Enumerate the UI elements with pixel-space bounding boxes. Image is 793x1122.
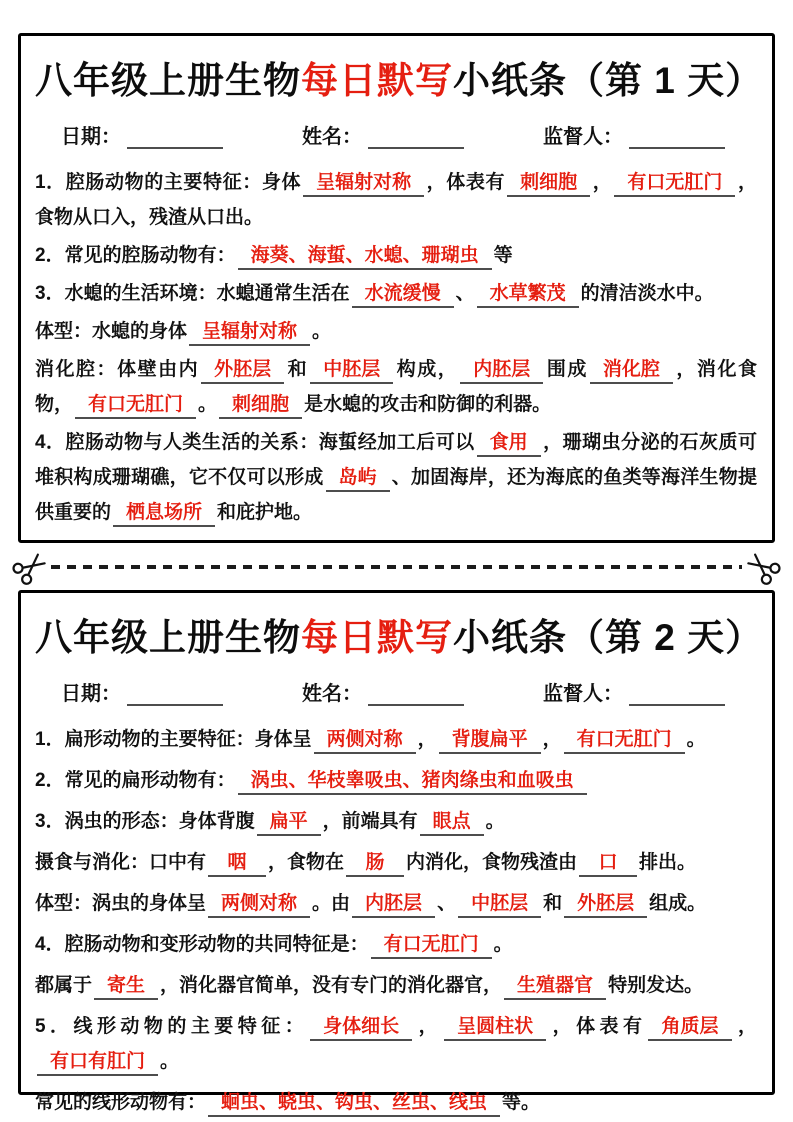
answer-blank — [37, 1049, 158, 1076]
worksheet-title — [35, 607, 764, 661]
question-text: ， — [417, 729, 437, 750]
meta-label: 监督人： — [543, 126, 623, 148]
question-text: ， — [592, 172, 613, 193]
answer-blank — [458, 891, 541, 918]
answer-text: 眼点 — [432, 811, 471, 832]
answer-blank — [444, 1014, 546, 1041]
question-text: 。 — [198, 394, 218, 415]
question-text: ，消化食物， — [35, 359, 757, 415]
answer-text: 岛屿 — [338, 467, 377, 488]
question-text: 和 — [543, 893, 563, 914]
question-text: 等 — [493, 245, 513, 266]
answer-blank — [648, 1014, 731, 1041]
question-text: 。 — [493, 934, 513, 955]
answer-blank — [564, 891, 647, 918]
answer-blank — [579, 850, 637, 877]
answer-blank — [326, 465, 390, 492]
question-text: 、 — [455, 283, 475, 304]
question-text: ，食物从口入，残渣从口出。 — [35, 172, 757, 228]
answer-blank — [208, 850, 266, 877]
question-text: ， — [414, 1016, 443, 1037]
meta-blank-line — [127, 681, 223, 706]
question-text: 、加固海岸，还为海底的鱼类等海洋生物提供重要的 — [35, 467, 757, 523]
answer-blank — [477, 430, 541, 457]
question-paragraph — [35, 425, 757, 530]
question-text: 体型：水螅的身体 — [35, 321, 188, 342]
answer-text: 水流缓慢 — [364, 283, 441, 304]
answer-blank — [420, 809, 484, 836]
answer-blank — [238, 243, 492, 270]
question-text: 构成， — [395, 359, 459, 380]
answer-text: 有口有肛门 — [50, 1051, 146, 1072]
question-paragraph — [35, 722, 757, 757]
answer-blank — [257, 809, 321, 836]
question-text: ，消化器官简单，没有专门的消化器官， — [160, 975, 503, 996]
scissors-right-icon — [738, 543, 786, 590]
question-text: 1．腔肠动物的主要特征：身体 — [35, 172, 302, 193]
title-highlight: 每日默写 — [301, 60, 453, 101]
meta-blank-line — [127, 124, 223, 149]
answer-text: 刺细胞 — [232, 394, 290, 415]
question-paragraph — [35, 1085, 757, 1120]
question-text: 的清洁淡水中。 — [580, 283, 714, 304]
answer-blank — [371, 932, 492, 959]
question-paragraph — [35, 763, 757, 798]
answer-text: 有口无肛门 — [383, 934, 479, 955]
meta-field — [302, 120, 464, 149]
worksheet-day-2 — [18, 590, 775, 1113]
question-paragraph — [35, 845, 757, 880]
title-text: 八年级上册生物 — [35, 60, 301, 101]
answer-blank — [477, 281, 579, 308]
title-text: 小纸条（第 1 天） — [453, 60, 764, 101]
answer-text: 有口无肛门 — [88, 394, 184, 415]
question-paragraph — [35, 352, 757, 422]
answer-blank — [352, 281, 454, 308]
cut-line — [13, 543, 780, 590]
answer-blank — [614, 170, 735, 197]
meta-label: 姓名： — [302, 683, 362, 705]
answer-blank — [219, 392, 302, 419]
question-text: 4．腔肠动物与人类生活的关系：海蜇经加工后可以 — [35, 432, 475, 453]
answer-blank — [310, 1014, 412, 1041]
scissors-left-icon — [7, 543, 55, 590]
worksheet-day-1 — [18, 33, 775, 543]
question-text: 排出。 — [639, 852, 697, 873]
meta-label: 日期： — [61, 683, 121, 705]
meta-label: 姓名： — [302, 126, 362, 148]
question-text: ，前端具有 — [322, 811, 418, 832]
question-text: 、 — [437, 893, 457, 914]
answer-text: 呈辐射对称 — [202, 321, 298, 342]
answer-blank — [564, 727, 685, 754]
meta-field — [61, 120, 223, 149]
answer-text: 呈圆柱状 — [457, 1016, 534, 1037]
meta-row — [61, 120, 753, 149]
question-text: 组成。 — [649, 893, 707, 914]
question-text: 。 — [485, 811, 505, 832]
title-text: 八年级上册生物 — [35, 617, 301, 658]
question-paragraph — [35, 886, 757, 921]
answer-text: 外胚层 — [214, 359, 272, 380]
meta-field — [543, 120, 725, 149]
question-text: ， — [733, 1016, 757, 1037]
question-text: 摄食与消化：口中有 — [35, 852, 207, 873]
question-text: 。由 — [312, 893, 351, 914]
question-text: 是水螅的攻击和防御的利器。 — [304, 394, 552, 415]
answer-blank — [201, 357, 284, 384]
question-paragraph — [35, 1009, 757, 1079]
answer-text: 刺细胞 — [520, 172, 578, 193]
answer-blank — [75, 392, 196, 419]
question-paragraph — [35, 276, 757, 311]
question-text: 等。 — [502, 1092, 541, 1113]
question-text: 消化腔：体壁由内 — [35, 359, 200, 380]
title-text: 小纸条（第 2 天） — [453, 617, 764, 658]
question-text: ，体表有 — [426, 172, 506, 193]
answer-text: 有口无肛门 — [576, 729, 672, 750]
answer-text: 内胚层 — [365, 893, 423, 914]
question-text: ， — [542, 729, 562, 750]
answer-blank — [314, 727, 416, 754]
meta-label: 日期： — [61, 126, 121, 148]
answer-blank — [208, 891, 310, 918]
questions — [35, 165, 757, 530]
answer-text: 中胚层 — [471, 893, 529, 914]
answer-text: 呈辐射对称 — [316, 172, 412, 193]
question-paragraph — [35, 804, 757, 839]
answer-blank — [352, 891, 435, 918]
meta-field — [302, 677, 464, 706]
answer-blank — [238, 768, 587, 795]
answer-text: 咽 — [227, 852, 247, 873]
question-paragraph — [35, 968, 757, 1003]
meta-blank-line — [368, 124, 464, 149]
answer-text: 消化腔 — [602, 359, 660, 380]
answer-text: 栖息场所 — [126, 502, 203, 523]
answer-blank — [439, 727, 541, 754]
question-text: 。 — [686, 729, 706, 750]
answer-text: 寄生 — [107, 975, 146, 996]
answer-text: 口 — [598, 852, 618, 873]
answer-blank — [504, 973, 606, 1000]
answer-text: 食用 — [489, 432, 528, 453]
question-text: 2．常见的扁形动物有： — [35, 770, 236, 791]
answer-text: 扁平 — [269, 811, 308, 832]
answer-text: 蛔虫、蛲虫、钩虫、丝虫、线虫 — [221, 1092, 488, 1113]
question-text: 和庇护地。 — [217, 502, 313, 523]
question-paragraph — [35, 927, 757, 962]
meta-blank-line — [629, 124, 725, 149]
question-paragraph — [35, 238, 757, 273]
questions — [35, 722, 757, 1120]
question-text: 1．扁形动物的主要特征：身体呈 — [35, 729, 312, 750]
question-text: ，食物在 — [268, 852, 345, 873]
answer-text: 外胚层 — [577, 893, 635, 914]
answer-text: 水草繁茂 — [489, 283, 566, 304]
question-text: 围成 — [545, 359, 588, 380]
question-text: 。 — [312, 321, 332, 342]
answer-blank — [590, 357, 673, 384]
answer-text: 涡虫、华枝睾吸虫、猪肉绦虫和血吸虫 — [250, 770, 574, 791]
question-text: 2．常见的腔肠动物有： — [35, 245, 236, 266]
question-text: ，珊瑚虫分泌的石灰质可堆积构成珊瑚礁，它不仅可以形成 — [35, 432, 757, 488]
meta-field — [61, 677, 223, 706]
answer-text: 生殖器官 — [517, 975, 594, 996]
question-text: 3．水螅的生活环境：水螅通常生活在 — [35, 283, 350, 304]
question-text: 内消化，食物残渣由 — [406, 852, 578, 873]
question-text: 体型：涡虫的身体呈 — [35, 893, 207, 914]
answer-blank — [189, 319, 310, 346]
question-text: 5．线形动物的主要特征： — [35, 1016, 309, 1037]
answer-blank — [208, 1090, 500, 1117]
answer-text: 内胚层 — [473, 359, 531, 380]
worksheet-title — [35, 50, 764, 104]
question-text: 。 — [160, 1051, 180, 1072]
answer-text: 有口无肛门 — [627, 172, 723, 193]
answer-text: 海葵、海蜇、水螅、珊瑚虫 — [250, 245, 479, 266]
meta-field — [543, 677, 725, 706]
answer-text: 两侧对称 — [326, 729, 403, 750]
answer-text: 两侧对称 — [221, 893, 298, 914]
meta-label: 监督人： — [543, 683, 623, 705]
answer-blank — [310, 357, 393, 384]
answer-blank — [94, 973, 158, 1000]
answer-blank — [113, 500, 215, 527]
question-paragraph — [35, 314, 757, 349]
answer-text: 背腹扁平 — [451, 729, 528, 750]
question-text: 和 — [286, 359, 309, 380]
question-text: 都属于 — [35, 975, 93, 996]
answer-blank — [346, 850, 404, 877]
question-text: 3．涡虫的形态：身体背腹 — [35, 811, 255, 832]
meta-blank-line — [368, 681, 464, 706]
meta-row — [61, 677, 753, 706]
answer-blank — [303, 170, 424, 197]
answer-text: 中胚层 — [323, 359, 381, 380]
answer-text: 角质层 — [661, 1016, 719, 1037]
answer-text: 肠 — [365, 852, 385, 873]
question-text: 常见的线形动物有： — [35, 1092, 207, 1113]
question-paragraph — [35, 165, 757, 235]
answer-blank — [507, 170, 590, 197]
question-text: 特别发达。 — [608, 975, 704, 996]
question-text: ，体表有 — [548, 1016, 647, 1037]
question-text: 4．腔肠动物和变形动物的共同特征是： — [35, 934, 369, 955]
answer-text: 身体细长 — [323, 1016, 400, 1037]
meta-blank-line — [629, 681, 725, 706]
answer-blank — [460, 357, 543, 384]
dashed-cut-line — [51, 565, 742, 569]
title-highlight: 每日默写 — [301, 617, 453, 658]
